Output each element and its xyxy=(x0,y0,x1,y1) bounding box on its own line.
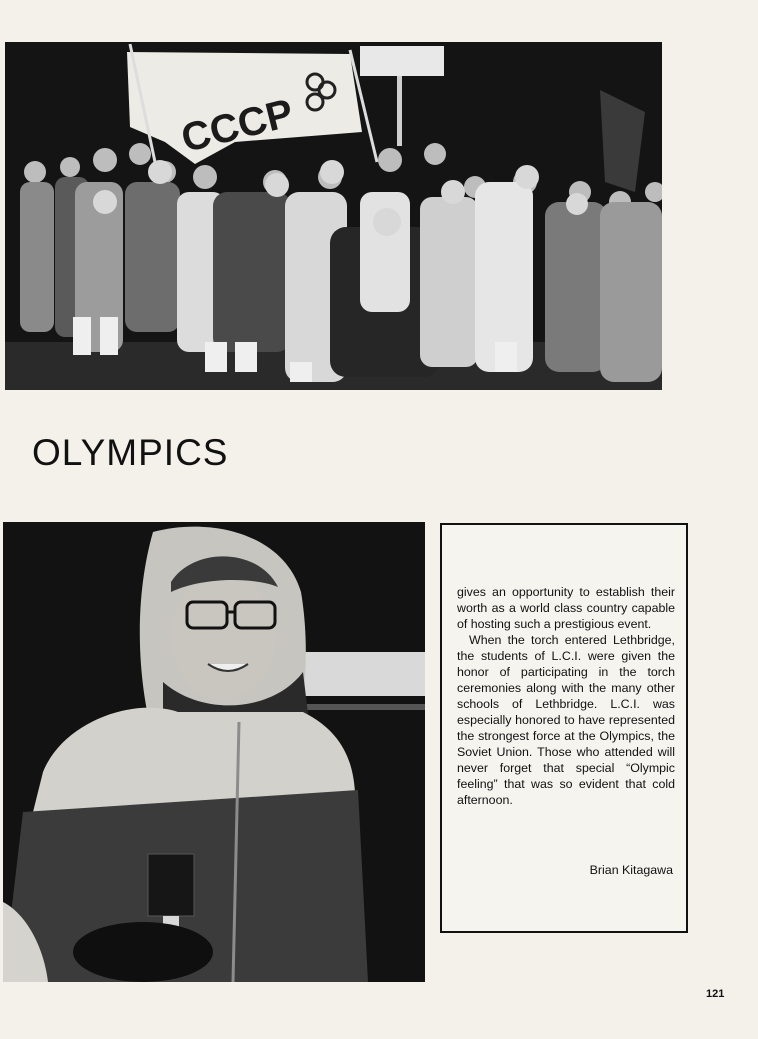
page-title: OLYMPICS xyxy=(32,432,229,473)
article-text xyxy=(457,584,675,808)
crowd-photo xyxy=(5,42,662,390)
crowd-photo-illustration xyxy=(5,42,662,390)
article-paragraph: gives an opportunity to establish their worth as a world class country capable of hosting such a prestigious event. xyxy=(457,585,675,631)
torchbearer-photo xyxy=(3,522,425,982)
page-number: 121 xyxy=(706,988,725,1000)
article-paragraph: When the torch entered Lethbridge, the students of L.C.I. were given the honor of participating in the torch ceremonies along with the many other schools of Lethbridge. L.C.I. was especially honored to have represented the strongest force at the Olympics, the Soviet Union. Those who attended will never forget that special “Olympic feeling” that was so evident that cold afternoon. xyxy=(457,633,675,807)
byline: Brian Kitagawa xyxy=(589,863,673,877)
torchbearer-photo-illustration xyxy=(3,522,425,982)
banner-text: CCCP xyxy=(177,90,298,162)
